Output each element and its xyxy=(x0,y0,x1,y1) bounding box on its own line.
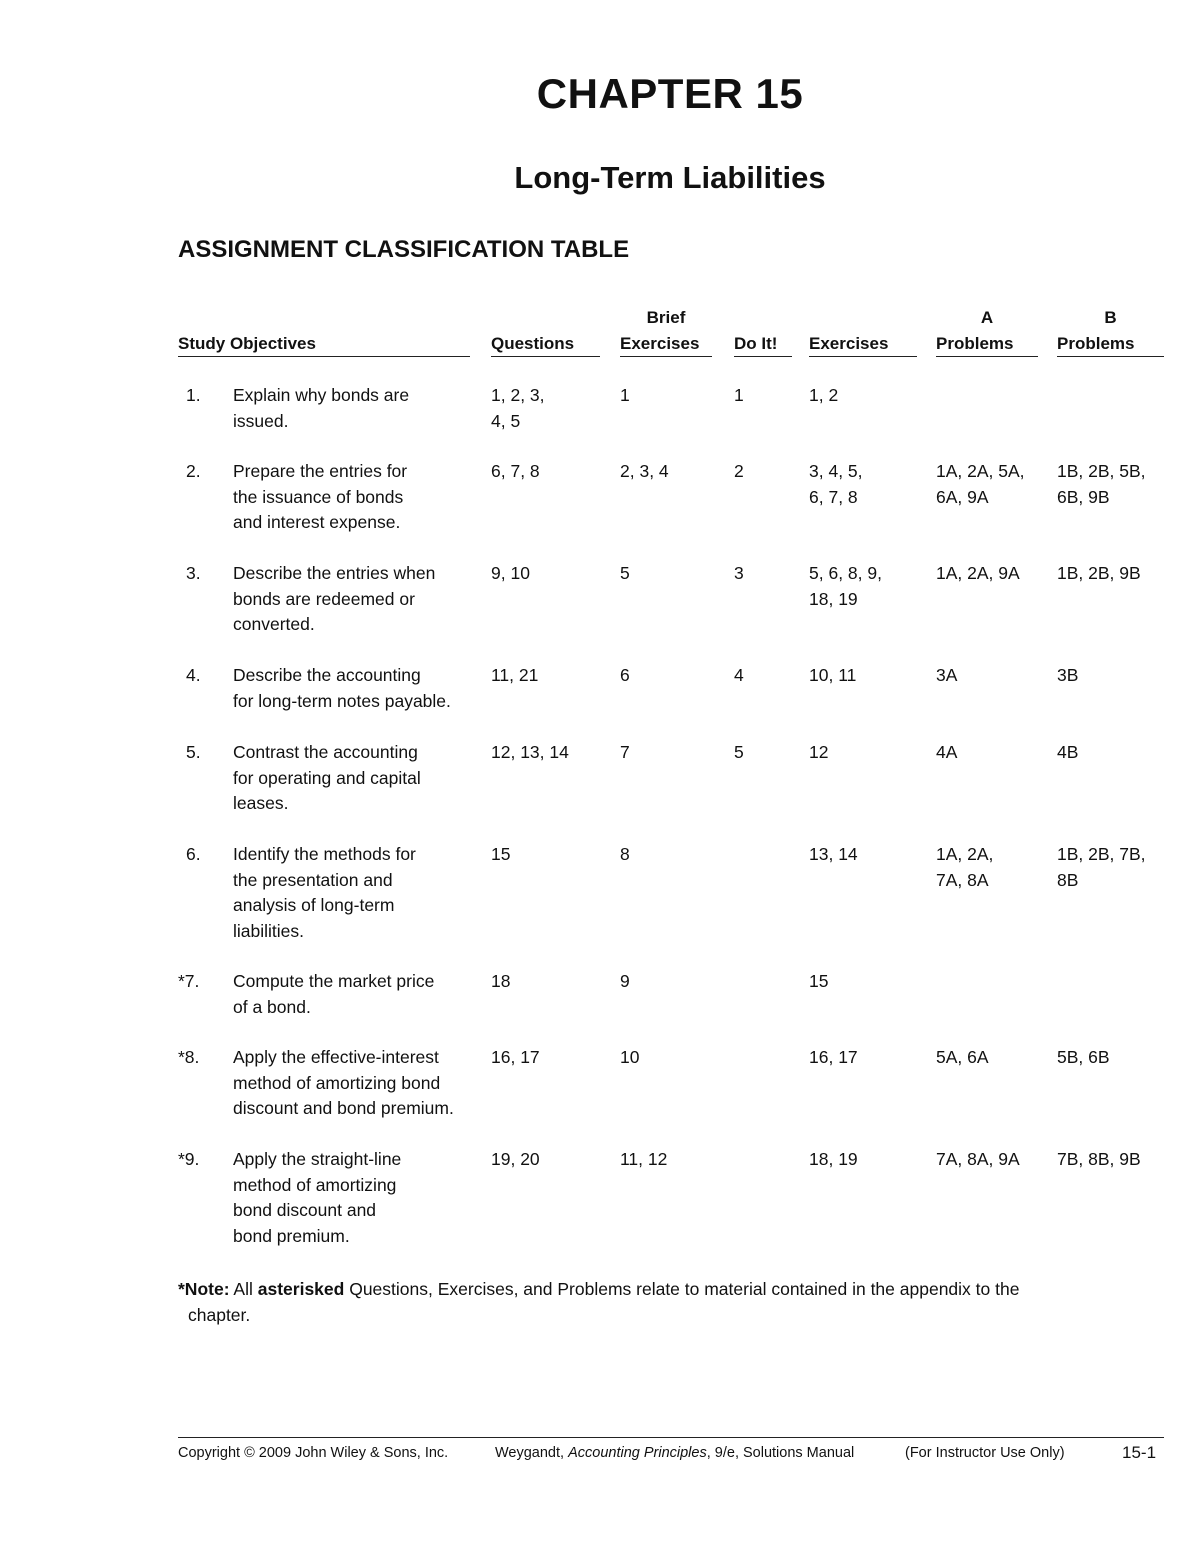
header-a-problems xyxy=(936,308,1038,357)
exercises-cell: 13, 14 xyxy=(809,844,858,864)
note-text: Questions, Exercises, and Problems relate to material contained in the appendix to the xyxy=(344,1279,1020,1299)
header-exercises xyxy=(809,308,917,357)
a-problems-cell: 4A xyxy=(936,742,958,762)
footer-edition: , 9/e, Solutions Manual xyxy=(706,1445,855,1461)
footer-author: Weygandt, xyxy=(495,1445,569,1461)
questions-cell: 19, 20 xyxy=(491,1149,540,1169)
exercises-cell: 3, 4, 5, 6, 7, 8 xyxy=(809,461,863,507)
questions-cell: 11, 21 xyxy=(491,665,539,685)
header-bottom-label: Do It! xyxy=(734,332,792,357)
header-bottom-label: Questions xyxy=(491,332,600,357)
a-problems-cell: 1A, 2A, 5A, 6A, 9A xyxy=(936,461,1025,507)
chapter-title: CHAPTER 15 xyxy=(536,70,804,117)
b-problems-cell: 3B xyxy=(1057,665,1079,685)
b-problems-cell: 1B, 2B, 9B xyxy=(1057,563,1141,583)
exercises-cell: 5, 6, 8, 9, 18, 19 xyxy=(809,563,882,609)
objective-text: Apply the effective-interest method of amortizing bond discount and bond premium. xyxy=(233,1047,454,1118)
objective-number: *7. xyxy=(178,971,200,991)
a-problems-cell: 1A, 2A, 7A, 8A xyxy=(936,844,994,890)
footer-citation xyxy=(495,1445,854,1461)
brief-exercises-cell: 9 xyxy=(620,971,630,991)
brief-exercises-cell: 1 xyxy=(620,385,630,405)
b-problems-cell: 1B, 2B, 7B, 8B xyxy=(1057,844,1146,890)
exercises-cell: 15 xyxy=(809,971,829,991)
objective-text: Describe the accounting for long-term notes payable. xyxy=(233,665,451,711)
exercises-cell: 10, 11 xyxy=(809,665,857,685)
note-emphasis: asterisked xyxy=(257,1279,345,1299)
objective-number: 4. xyxy=(186,665,201,685)
a-problems-cell: 1A, 2A, 9A xyxy=(936,563,1020,583)
exercises-cell: 12 xyxy=(809,742,829,762)
do-it-cell: 1 xyxy=(734,385,744,405)
header-brief-exercises xyxy=(620,308,712,357)
objective-number: 5. xyxy=(186,742,201,762)
objective-number: 2. xyxy=(186,461,201,481)
do-it-cell: 4 xyxy=(734,665,744,685)
objective-text: Contrast the accounting for operating and capital leases. xyxy=(233,742,421,813)
header-questions xyxy=(491,308,600,357)
header-top-label xyxy=(734,308,792,332)
brief-exercises-cell: 10 xyxy=(620,1047,640,1067)
objective-text: Explain why bonds are issued. xyxy=(233,385,410,431)
objective-text: Describe the entries when bonds are redeemed or converted. xyxy=(233,563,436,634)
questions-cell: 1, 2, 3, 4, 5 xyxy=(491,385,545,431)
a-problems-cell: 5A, 6A xyxy=(936,1047,989,1067)
footer-divider xyxy=(178,1437,1164,1438)
header-bottom-label: Problems xyxy=(936,332,1038,357)
header-top-label xyxy=(491,308,600,332)
brief-exercises-cell: 6 xyxy=(620,665,630,685)
exercises-cell: 16, 17 xyxy=(809,1047,858,1067)
footer-copyright: Copyright © 2009 John Wiley & Sons, Inc. xyxy=(178,1445,449,1461)
header-bottom-label: Study Objectives xyxy=(178,332,470,357)
objective-text: Prepare the entries for the issuance of bonds and interest expense. xyxy=(233,461,408,532)
objective-number: 1. xyxy=(186,385,201,405)
questions-cell: 18 xyxy=(491,971,511,991)
objective-number: 6. xyxy=(186,844,201,864)
header-study-objectives xyxy=(178,308,470,357)
page-number: 15-1 xyxy=(1122,1443,1157,1462)
brief-exercises-cell: 7 xyxy=(620,742,630,762)
questions-cell: 15 xyxy=(491,844,511,864)
header-top-label xyxy=(809,308,917,332)
questions-cell: 16, 17 xyxy=(491,1047,540,1067)
chapter-subtitle: Long-Term Liabilities xyxy=(514,160,826,195)
do-it-cell: 2 xyxy=(734,461,744,481)
footer-usage: (For Instructor Use Only) xyxy=(905,1445,1065,1461)
exercises-cell: 18, 19 xyxy=(809,1149,858,1169)
objective-text: Identify the methods for the presentation and analysis of long-term liabilities. xyxy=(233,844,416,941)
note-text: All xyxy=(229,1279,258,1299)
b-problems-cell: 5B, 6B xyxy=(1057,1047,1110,1067)
questions-cell: 12, 13, 14 xyxy=(491,742,569,762)
header-b-problems xyxy=(1057,308,1164,357)
objective-number: *9. xyxy=(178,1149,200,1169)
header-top-label: Brief xyxy=(646,308,686,327)
brief-exercises-cell: 5 xyxy=(620,563,630,583)
questions-cell: 9, 10 xyxy=(491,563,530,583)
objective-number: 3. xyxy=(186,563,201,583)
header-bottom-label: Problems xyxy=(1057,332,1164,357)
questions-cell: 6, 7, 8 xyxy=(491,461,540,481)
a-problems-cell: 3A xyxy=(936,665,958,685)
header-top-label xyxy=(178,308,470,332)
b-problems-cell: 7B, 8B, 9B xyxy=(1057,1149,1141,1169)
appendix-note xyxy=(178,1277,1162,1328)
objective-text: Compute the market price of a bond. xyxy=(233,971,435,1017)
objective-text: Apply the straight-line method of amortizing bond discount and bond premium. xyxy=(233,1149,402,1246)
brief-exercises-cell: 2, 3, 4 xyxy=(620,461,669,481)
header-bottom-label: Exercises xyxy=(620,332,712,357)
footer-book-title: Accounting Principles xyxy=(568,1445,707,1461)
do-it-cell: 3 xyxy=(734,563,744,583)
exercises-cell: 1, 2 xyxy=(809,385,839,405)
a-problems-cell: 7A, 8A, 9A xyxy=(936,1149,1020,1169)
b-problems-cell: 4B xyxy=(1057,742,1079,762)
do-it-cell: 5 xyxy=(734,742,744,762)
brief-exercises-cell: 11, 12 xyxy=(620,1149,668,1169)
brief-exercises-cell: 8 xyxy=(620,844,630,864)
objective-number: *8. xyxy=(178,1047,200,1067)
header-top-label: B xyxy=(1104,308,1117,327)
section-title: ASSIGNMENT CLASSIFICATION TABLE xyxy=(178,236,630,263)
header-bottom-label: Exercises xyxy=(809,332,917,357)
header-top-label: A xyxy=(980,308,994,327)
note-label: *Note: xyxy=(178,1279,230,1299)
note-continuation: chapter. xyxy=(188,1304,251,1325)
header-do-it xyxy=(734,308,792,357)
b-problems-cell: 1B, 2B, 5B, 6B, 9B xyxy=(1057,461,1146,507)
